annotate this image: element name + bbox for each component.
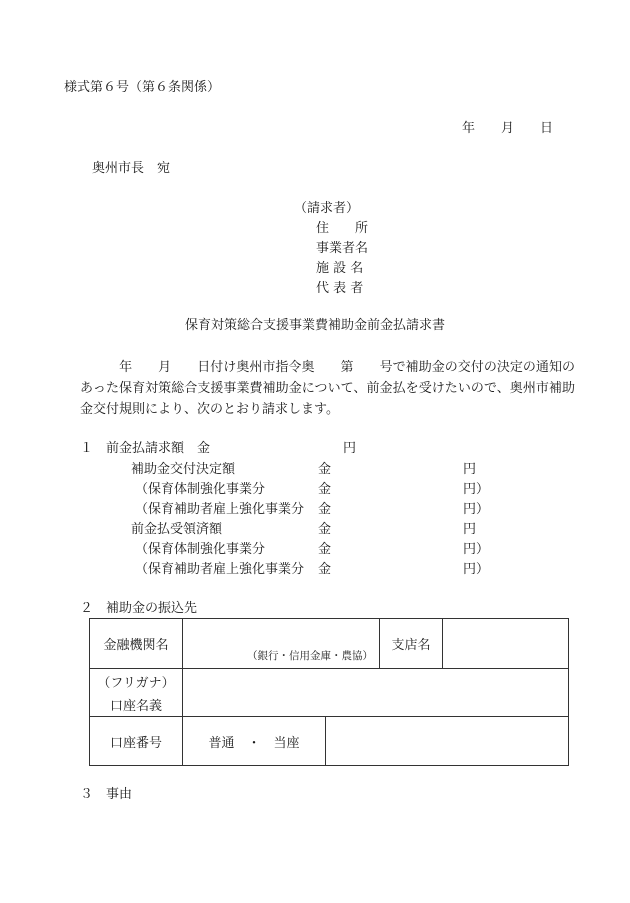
date-year: 年 xyxy=(462,121,476,136)
section1-yen: 円 xyxy=(343,441,357,456)
branch-name-cell[interactable] xyxy=(443,619,569,669)
section3-label: ３ 事由 xyxy=(80,787,133,802)
branch-label: 支店名 xyxy=(380,619,443,669)
form-number: 様式第６号（第６条関係） xyxy=(64,80,221,95)
account-number-row xyxy=(183,717,569,766)
grant-decision-label: 補助金交付決定額 xyxy=(131,462,236,477)
date-line xyxy=(462,121,553,137)
decision-staff-label: （保育体制強化事業分 xyxy=(135,482,266,497)
received-staff-label: （保育体制強化事業分 xyxy=(135,542,266,557)
section1-label: １ 前金払請求額 金 xyxy=(80,441,211,456)
decision-assistant-label: （保育補助者雇上強化事業分 xyxy=(135,502,305,517)
decision-staff-yen: 円） xyxy=(463,482,490,497)
grant-decision-yen: 円 xyxy=(463,462,477,477)
body-paragraph: 年 月 日付け奥州市指令奥 第 号で補助金の交付の決定の通知のあった保育対策総合支援事業費補助金について、前金払を受けたいので、奥州市補助金交付規則により、次のとおり請求します。 xyxy=(80,360,575,417)
received-kin: 金 xyxy=(318,522,332,537)
account-name-label: 口座名義 xyxy=(109,698,162,714)
received-assistant-yen: 円） xyxy=(463,562,490,577)
decision-assistant-kin: 金 xyxy=(318,502,332,517)
account-holder-label-cell xyxy=(90,669,183,717)
received-assistant-kin: 金 xyxy=(318,562,332,577)
grant-decision-kin: 金 xyxy=(318,462,332,477)
decision-staff-kin: 金 xyxy=(318,482,332,497)
received-yen: 円 xyxy=(463,522,477,537)
received-assistant-label: （保育補助者雇上強化事業分 xyxy=(135,562,305,577)
bank-name-cell[interactable] xyxy=(183,619,380,669)
section2-label: ２ 補助金の振込先 xyxy=(80,601,198,616)
account-type-cell[interactable] xyxy=(183,717,326,765)
account-type-options: 普通 ・ 当座 xyxy=(208,735,300,751)
requester-facility-label: 施 設 名 xyxy=(316,261,364,276)
bank-type-note: （銀行・信用金庫・農協） xyxy=(247,650,373,662)
furigana-label: （フリガナ） xyxy=(97,675,175,691)
account-holder-cell[interactable] xyxy=(183,669,569,717)
account-number-cell[interactable] xyxy=(326,717,568,765)
decision-assistant-yen: 円） xyxy=(463,502,490,517)
received-staff-yen: 円） xyxy=(463,542,490,557)
bank-name-label: 金融機関名 xyxy=(90,619,183,669)
requester-address-label: 住 所 xyxy=(316,221,369,236)
requester-representative-label: 代 表 者 xyxy=(316,281,364,296)
requester-heading: （請求者） xyxy=(294,201,360,216)
received-label: 前金払受領済額 xyxy=(131,522,223,537)
date-month: 月 xyxy=(501,121,515,136)
document-title: 保育対策総合支援事業費補助金前金払請求書 xyxy=(184,318,445,333)
date-day: 日 xyxy=(540,121,554,136)
requester-business-label: 事業者名 xyxy=(316,241,369,256)
received-staff-kin: 金 xyxy=(318,542,332,557)
addressee: 奥州市長 宛 xyxy=(92,161,171,176)
account-number-label: 口座番号 xyxy=(90,717,183,766)
bank-transfer-table xyxy=(89,618,569,766)
